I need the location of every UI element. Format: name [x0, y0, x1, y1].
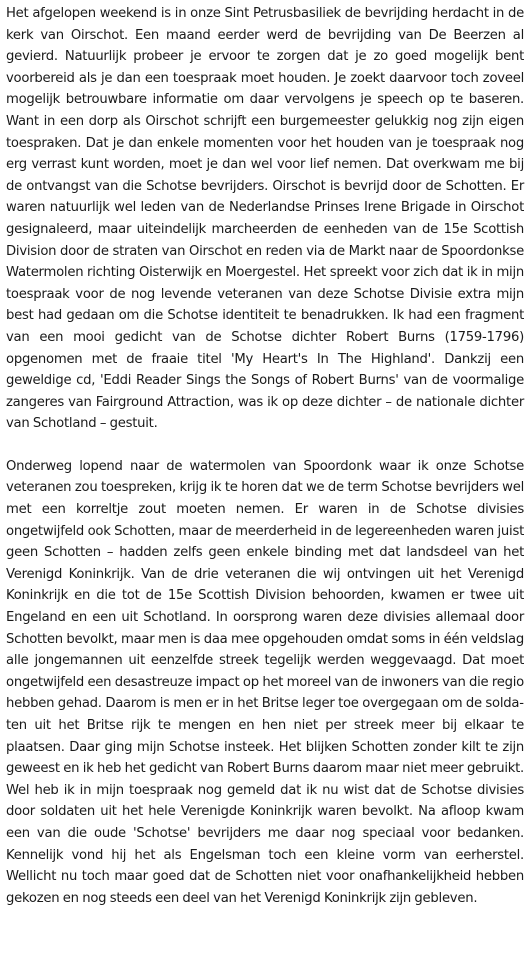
paragraph-scottish-veterans: Onderweg lopend naar de watermolen van Spoordonk waar ik onze Schotse veteranen zou toespreken, krijg ik te horen dat we de term Schotse bevrijders wel met een korreltje zout moeten nemen. Er waren in de Schotse divisies ongetwijfeld ook Schotten, maar de meerderheid in de legereenheden waren juist geen Schotten – hadden zelfs geen enkele binding met dat landsdeel van het Verenigd Koninkrijk. Van de drie veteranen die wij ontvingen uit het Verenigd Koninkrijk en die tot de 15e Scottish Division behoorden, kwamen er twee uit Engeland en een uit Schotland. In oorsprong waren deze divisies allemaal door Schotten bevolkt, maar men is daa mee opgehouden omdat soms in één veldslag alle jongemannen uit eenzelfde streek tegelijk werden weggevaagd. Dat moet ongetwijfeld een desastreuze impact op het moreel van de inwoners van die regio hebben gehad. Daarom is men er in het Britse leger toe overgegaan om de soldaten uit het Britse rijk te mengen en hen niet per streek meer bij elkaar te plaatsen. Daar ging mijn Schotse insteek. Het blijken Schotten zonder kilt te zijn geweest en ik heb het gedicht van Robert Burns daarom maar niet meer gebruikt. Wel heb ik in mijn toespraak nog gemeld dat ik nu wist dat de Schotse divisies door soldaten uit het hele Verenigde Koninkrijk waren bevolkt. Na afloop kwam een van die oude 'Schotse' bevrijders me daar nog speciaal voor bedanken. Kennelijk vond hij het als Engelsman toch een kleine vorm van eerherstel. Wellicht nu toch maar goed dat de Schotten niet voor onafhankelijkheid hebben gekozen en nog steeds een deel van het Verenigd Koninkrijk zijn gebleven.	[6, 458, 524, 906]
paragraph-liberation-commemoration: Het afgelopen weekend is in onze Sint Petrusbasiliek de bevrijding herdacht in de kerk van Oirschot. Een maand eerder werd de bevrijding van De Beerzen al gevierd. Natuurlijk probeer je ervoor te zorgen dat je zo goed mogelijk bent voorbereid als je dan een toespraak moet houden. Je zoekt daarvoor toch zoveel mogelijk betrouwbare informatie om daar vervolgens je speech op te baseren. Want in een dorp als Oirschot schrijft een burgemeester gelukkig nog zijn eigen toespraken. Dat je dan enkele momenten voor het houden van je toespraak nog erg verrast kunt worden, moet je dan wel voor lief nemen. Dat overkwam me bij de ontvangst van die Schotse bevrijders. Oirschot is bevrijd door de Schotten. Er waren natuurlijk wel leden van de Nederlandse Prinses Irene Brigade in Oirschot gesignaleerd, maar uiteindelijk marcheerden de eenheden van de 15e Scottish Division door de straten van Oirschot en reden via de Markt naar de Spoordonkse Watermolen richting Oisterwijk en Moergestel. Het spreekt voor zich dat ik in mijn toespraak voor de nog levende veteranen van deze Schotse Divisie extra mijn best had gedaan om die Schotse identiteit te benadrukken. Ik had een fragment van een mooi gedicht van de Schotse dichter Robert Burns (1759-1796) opgenomen met de fraaie titel 'My Heart's In The Highland'. Dankzij een geweldige cd, 'Eddi Reader Sings the Songs of Robert Burns' van de voormalige zangeres van Fairground Attraction, was ik op deze dichter – de nationale dichter van Schotland – gestuit.	[6, 6, 524, 432]
